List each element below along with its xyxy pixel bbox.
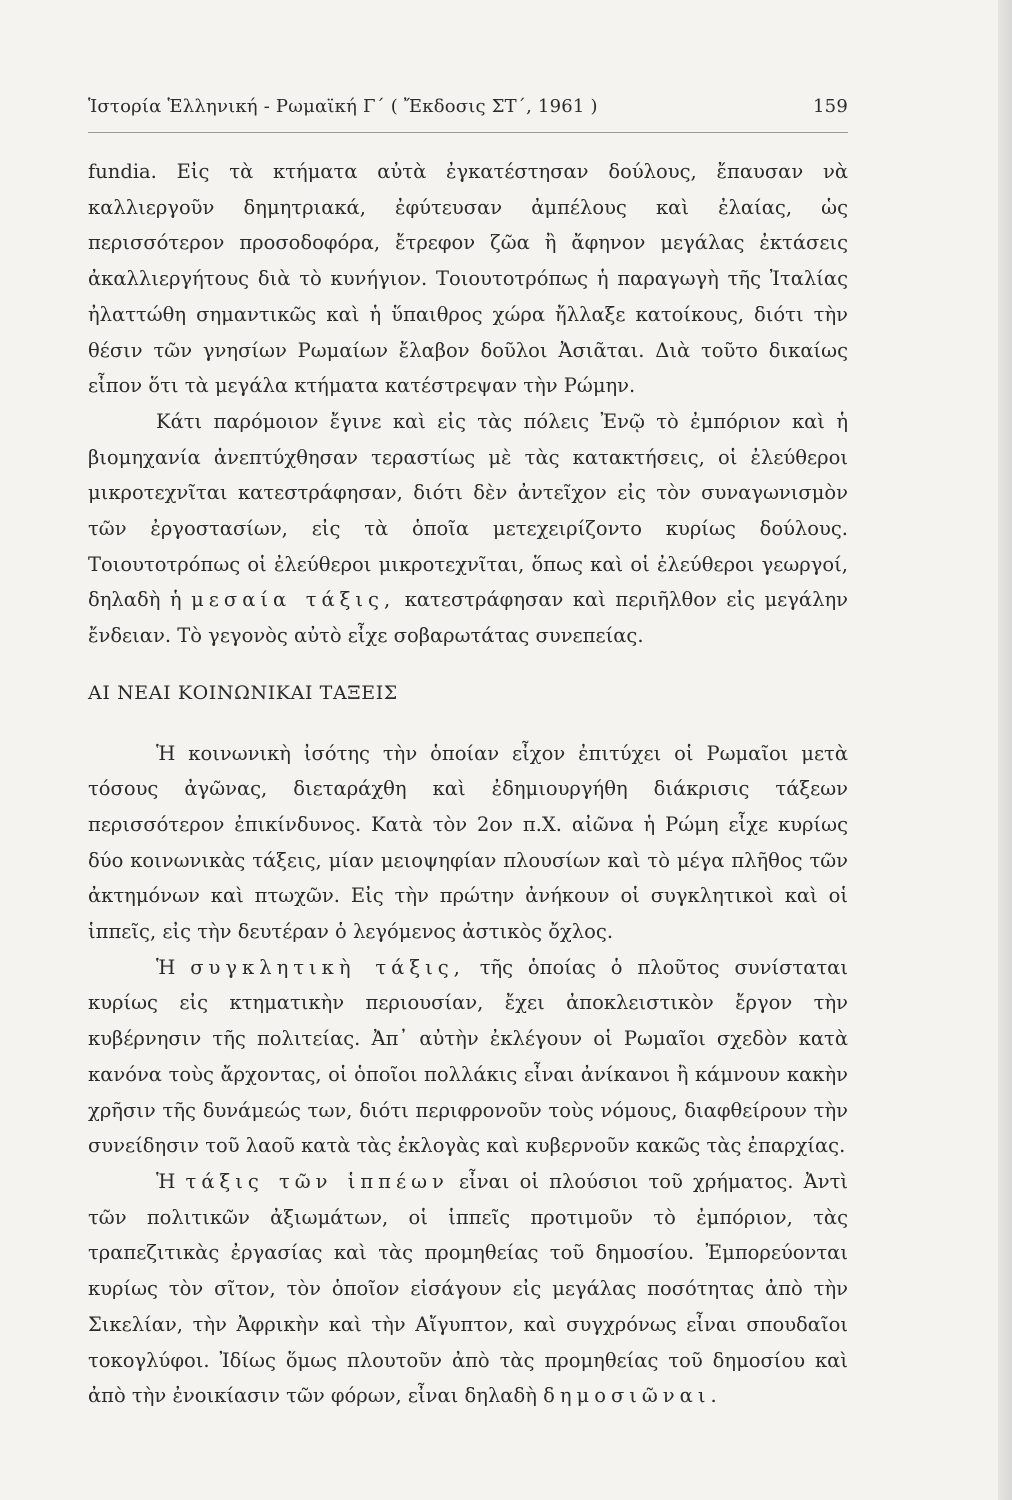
running-title: Ἱστορία Ἑλληνική - Ρωμαϊκή Γ΄ ( Ἔκδοσις ΣΤ΄, 1961 ) [88, 96, 598, 117]
paragraph-2-text-b: κατεστράφησαν καὶ περιῆλθον εἰς μεγάλην ἔνδειαν. Τὸ γεγονὸς αὐτὸ εἶχε σοβαρωτάτας συνεπείας. [88, 588, 849, 648]
paragraph-5 [88, 1164, 848, 1414]
paragraph-4-text-b: τῆς ὁποίας ὁ πλοῦτος συνίσταται κυρίως εἰς κτηματικὴν περιουσίαν, ἔχει ἀποκλειστικὸν ἔργον τὴν κυβέρνησιν τῆς πολιτείας. Ἀπ᾿ αὐτὴν ἐκλέγουν οἱ Ρωμαῖοι σχεδὸν κατὰ κανόνα τοὺς ἄρχοντας, οἱ ὁποῖοι πολλάκις εἶναι ἀνίκανοι ἢ κάμνουν κακὴν χρῆσιν τῆς δυνάμεώς των, διότι περιφρονοῦν τοὺς νόμους, διαφθείρουν τὴν συνείδησιν τοῦ λαοῦ κατὰ τὰς ἐκλογὰς καὶ κυβερνοῦν κακῶς τὰς ἐπαρχίας. [88, 955, 848, 1158]
emphasis-middle-class: μεσαία τάξις, [191, 588, 396, 612]
paragraph-2 [88, 404, 848, 654]
running-header [88, 92, 848, 122]
emphasis-equestrian-class: τάξις τῶν ἱππέων [185, 1169, 449, 1193]
paragraph-5-text-b: εἶναι οἱ πλούσιοι τοῦ χρήματος. Ἀντὶ τῶν πολιτικῶν ἀξιωμάτων, οἱ ἱππεῖς προτιμοῦν τὸ ἐμπόριον, τὰς τραπεζιτικὰς ἐργασίας καὶ τὰς προμηθείας τοῦ δημοσίου. Ἐμπορεύονται κυρίως τὸν σῖτον, τὸν ὁποῖον εἰσάγουν εἰς μεγάλας ποσότητας ἀπὸ τὴν Σικελίαν, τὴν Ἀφρικὴν καὶ τὴν Αἴγυπτον, καὶ συγχρόνως εἶναι σπουδαῖοι τοκογλύφοι. Ἰδίως ὅμως πλουτοῦν ἀπὸ τὰς προμηθείας τοῦ δημοσίου καὶ ἀπὸ τὴν ἐνοικίασιν τῶν φόρων, εἶναι δηλαδὴ [88, 1169, 849, 1408]
paragraph-2-text-a: Κάτι παρόμοιον ἔγινε καὶ εἰς τὰς πόλεις Ἐνῷ τὸ ἐμπόριον καὶ ἡ βιομηχανία ἀνεπτύχθησαν τεραστίως μὲ τὰς κατακτήσεις, οἱ ἐλεύθεροι μικροτεχνῖται κατεστράφησαν, διότι δὲν ἀντεῖχον εἰς τὸν συναγωνισμὸν τῶν ἐργοστασίων, εἰς τὰ ὁποῖα μετεχειρίζοντο κυρίως δούλους. Τοιουτοτρόπως οἱ ἐλεύθεροι μικροτεχνῖται, ὅπως καὶ οἱ ἐλεύθεροι γεωργοί, δηλαδὴ ἡ [88, 409, 848, 612]
emphasis-tax-farmers: δημοσιῶναι. [543, 1384, 722, 1408]
paragraph-4 [88, 950, 848, 1164]
header-rule [88, 132, 848, 133]
paragraph-4-text-a: Ἡ [156, 955, 176, 979]
section-heading: ΑΙ ΝΕΑΙ ΚΟΙΝΩΝΙΚΑΙ ΤΑΞΕΙΣ [88, 681, 398, 704]
paragraph-3: Ἡ κοινωνικὴ ἰσότης τὴν ὁποίαν εἶχον ἐπιτύχει οἱ Ρωμαῖοι μετὰ τόσους ἀγῶνας, διεταράχθη καὶ ἐδημιουργήθη διάκρισις τάξεων περισσότερον ἐπικίνδυνος. Κατὰ τὸν 2ον π.Χ. αἰῶνα ἡ Ρώμη εἶχε κυρίως δύο κοινωνικὰς τάξεις, μίαν μειοψηφίαν πλουσίων καὶ τὸ μέγα πλῆθος τῶν ἀκτημόνων καὶ πτωχῶν. Εἰς τὴν πρώτην ἀνήκουν οἱ συγκλητικοὶ καὶ οἱ ἱππεῖς, εἰς τὴν δευτέραν ὁ λεγόμενος ἀστικὸς ὄχλος. [88, 741, 848, 944]
page-edge-shadow [998, 0, 1012, 1500]
page-number: 159 [813, 96, 848, 117]
emphasis-senatorial-class: συγκλητικὴ τάξις, [190, 955, 465, 979]
paragraph-5-text-a: Ἡ [156, 1169, 176, 1193]
paragraph-1: fundia. Εἰς τὰ κτήματα αὐτὰ ἐγκατέστησαν δούλους, ἔπαυσαν νὰ καλλιεργοῦν δημητριακά, ἐφύτευσαν ἀμπέλους καὶ ἐλαίας, ὡς περισσότερον προσοδοφόρα, ἔτρεφον ζῶα ἢ ἄφηνον μεγάλας ἐκτάσεις ἀκαλλιεργήτους διὰ τὸ κυνήγιον. Τοιουτοτρόπως ἡ παραγωγὴ τῆς Ἰταλίας ἠλαττώθη σημαντικῶς καὶ ἡ ὕπαιθρος χώρα ἤλλαξε κατοίκους, διότι τὴν θέσιν τῶν γνησίων Ρωμαίων ἔλαβον δοῦλοι Ἀσιᾶται. Διὰ τοῦτο δικαίως εἶπον ὅτι τὰ μεγάλα κτήματα κατέστρεψαν τὴν Ρώμην. [88, 160, 848, 398]
body-text [88, 154, 848, 1414]
